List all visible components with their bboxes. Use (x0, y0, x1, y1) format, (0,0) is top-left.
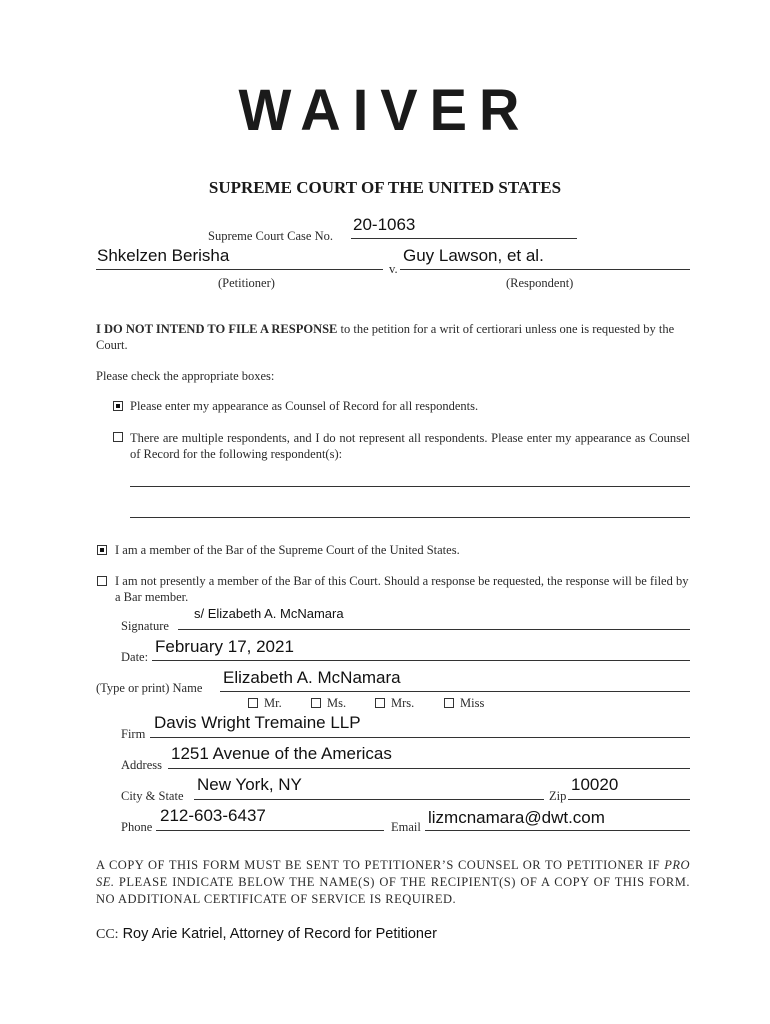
signature-line (178, 629, 690, 630)
date-label: Date: (121, 650, 149, 664)
address-line (168, 768, 690, 769)
address-label: Address (121, 758, 162, 772)
title-ms-checkbox[interactable] (311, 698, 321, 708)
phone-line (156, 830, 384, 831)
respondent-line (400, 269, 690, 270)
city-state-field[interactable]: New York, NY (197, 775, 302, 794)
multiple-respondents-label: There are multiple respondents, and I do not represent all respondents. Please enter my appearance as Counsel of Record for the following respondent(s): (130, 431, 690, 461)
appearance-all-label: Please enter my appearance as Counsel of Record for all respondents. (130, 399, 479, 413)
email-line (425, 830, 690, 831)
respondents-line-1[interactable] (130, 486, 690, 487)
email-label: Email (391, 820, 421, 834)
court-name: SUPREME COURT OF THE UNITED STATES (208, 178, 562, 197)
phone-field[interactable]: 212-603-6437 (160, 806, 266, 825)
not-bar-member-label: I am not presently a member of the Bar of this Court. Should a response be requested, the response will be filed by a Bar member. (115, 574, 689, 604)
address-field[interactable]: 1251 Avenue of the Americas (171, 744, 392, 763)
zip-line (568, 799, 690, 800)
title-mrs-label: Mrs. (391, 696, 415, 710)
versus-label: v. (389, 262, 398, 276)
title-miss-checkbox[interactable] (444, 698, 454, 708)
phone-label: Phone (121, 820, 153, 834)
date-line (152, 660, 690, 661)
email-field[interactable]: lizmcnamara@dwt.com (428, 808, 605, 827)
firm-field[interactable]: Davis Wright Tremaine LLP (154, 713, 361, 732)
instructions-text: Please check the appropriate boxes: (96, 369, 275, 383)
petitioner-field[interactable]: Shkelzen Berisha (97, 246, 230, 265)
respondents-line-2[interactable] (130, 517, 690, 518)
statement-rest: to the petition for a writ of certiorari unless one is requested by the Court. (96, 322, 675, 352)
statement-bold: I DO NOT INTEND TO FILE A RESPONSE (96, 322, 338, 336)
form-title: WAIVER (238, 76, 532, 143)
respondent-caption: (Respondent) (506, 276, 574, 290)
bar-member-checkbox[interactable] (97, 545, 107, 555)
multiple-respondents-checkbox[interactable] (113, 432, 123, 442)
title-ms-label: Ms. (327, 696, 347, 710)
copy-notice-part1: A COPY OF THIS FORM MUST BE SENT TO PETITIONER’S COUNSEL OR TO PETITIONER IF (96, 858, 665, 872)
city-state-label: City & State (121, 789, 184, 803)
name-field[interactable]: Elizabeth A. McNamara (223, 668, 401, 687)
cc-line (96, 925, 437, 943)
name-label: (Type or print) Name (96, 681, 203, 695)
appearance-all-checkbox[interactable] (113, 401, 123, 411)
petitioner-caption: (Petitioner) (218, 276, 275, 290)
signature-label: Signature (121, 619, 169, 633)
cc-field[interactable]: Roy Arie Katriel, Attorney of Record for Petitioner (122, 926, 437, 942)
firm-line (150, 737, 690, 738)
title-mrs-checkbox[interactable] (375, 698, 385, 708)
no-response-statement (96, 321, 690, 353)
title-mr-checkbox[interactable] (248, 698, 258, 708)
zip-label: Zip (549, 789, 567, 803)
case-number-label: Supreme Court Case No. (208, 229, 333, 243)
city-state-line (194, 799, 544, 800)
bar-member-label: I am a member of the Bar of the Supreme Court of the United States. (115, 543, 460, 557)
title-mr-label: Mr. (264, 696, 282, 710)
copy-notice-pro-se: PRO SE. (96, 858, 690, 889)
zip-field[interactable]: 10020 (571, 775, 619, 794)
respondent-field[interactable]: Guy Lawson, et al. (403, 246, 544, 265)
petitioner-line (96, 269, 383, 270)
firm-label: Firm (121, 727, 146, 741)
cc-label: CC: (96, 927, 119, 942)
name-line (220, 691, 690, 692)
copy-notice (96, 857, 690, 908)
case-number-field[interactable]: 20-1063 (353, 215, 416, 234)
case-number-line (351, 238, 577, 239)
copy-notice-part2: PLEASE INDICATE BELOW THE NAME(S) OF THE RECIPIENT(S) OF A COPY OF THIS FORM. NO ADDITIONAL CERTIFICATE OF SERVICE IS REQUIRED. (96, 875, 690, 906)
title-miss-label: Miss (460, 696, 485, 710)
not-bar-member-checkbox[interactable] (97, 576, 107, 586)
date-field[interactable]: February 17, 2021 (155, 637, 294, 656)
signature-field[interactable]: s/ Elizabeth A. McNamara (194, 606, 344, 621)
